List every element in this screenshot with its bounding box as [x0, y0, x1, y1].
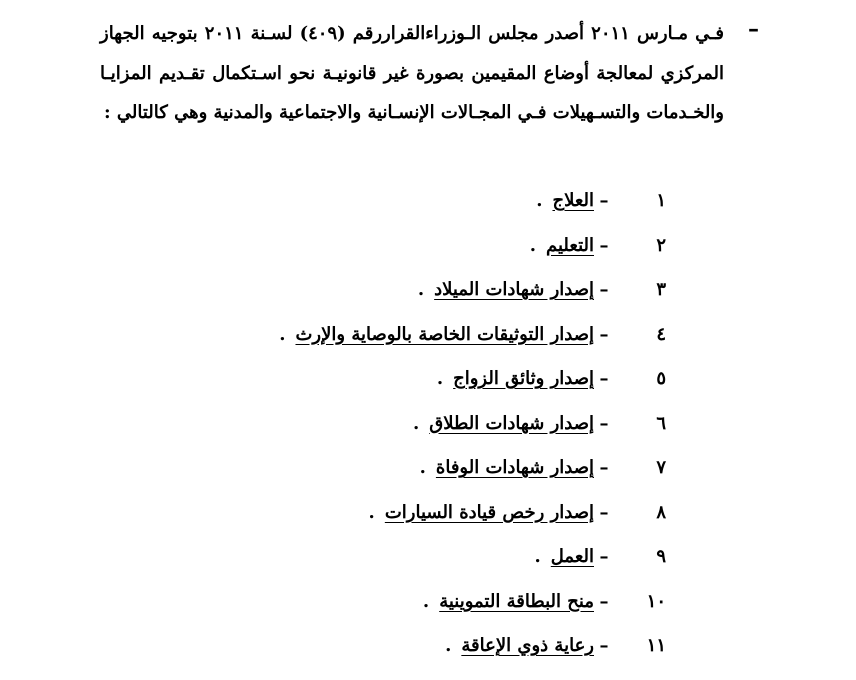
list-item-period: . [368, 501, 375, 523]
list-item-dash: – [599, 190, 609, 211]
list-item-period: . [419, 457, 426, 478]
list-item-period: . [536, 190, 543, 211]
list-item [100, 368, 666, 413]
list-item [100, 546, 666, 591]
bullet-dash: – [748, 16, 759, 42]
list-item-dash: – [599, 501, 609, 523]
list-item-dash: – [599, 234, 609, 256]
list-item [100, 591, 666, 636]
list-item-text: إصدار شهادات الطلاق [429, 412, 594, 434]
list-item-period: . [445, 635, 452, 656]
list-item-number: ١ [656, 190, 666, 211]
list-item-number: ٢ [656, 234, 666, 256]
list-item-period: . [529, 234, 537, 256]
list-item-text: منح البطاقة التموينية [439, 590, 594, 612]
list-item-text: رعاية ذوي الإعاقة [461, 635, 594, 656]
list-item-text: إصدار شهادات الميلاد [434, 279, 594, 300]
list-item [100, 279, 666, 324]
list-item-number: ٣ [656, 279, 666, 300]
list-item-period: . [422, 590, 430, 612]
list-item-dash: – [599, 368, 609, 389]
list-item-period: . [412, 412, 420, 434]
list-item-period: . [417, 279, 425, 300]
list-item [100, 190, 666, 235]
list-item [100, 502, 666, 547]
list-item-text: إصدار رخص قيادة السيارات [384, 501, 594, 523]
list-item-number: ٦ [656, 412, 666, 434]
list-item [100, 324, 666, 369]
list-item-number: ٧ [656, 457, 666, 478]
list-item-period: . [279, 323, 286, 345]
list-item-dash: – [599, 457, 609, 478]
list-item-text: العمل [550, 546, 594, 567]
list-item-dash: – [599, 279, 609, 300]
services-list [100, 190, 666, 680]
list-item-dash: – [599, 590, 609, 612]
list-item-number: ٤ [656, 323, 666, 345]
list-item-dash: – [599, 412, 609, 434]
list-item-text: التعليم [546, 234, 594, 256]
list-item-number: ١١ [646, 635, 666, 656]
list-item-dash: – [599, 546, 609, 567]
list-item-text: إصدار التوثيقات الخاصة بالوصاية والإرث [295, 323, 594, 345]
list-item-number: ٥ [656, 368, 666, 389]
list-item-dash: – [599, 635, 609, 656]
list-item-number: ٩ [656, 546, 666, 567]
list-item-dash: – [599, 323, 609, 345]
list-item [100, 413, 666, 458]
list-item-number: ٨ [656, 501, 666, 523]
list-item-period: . [534, 546, 541, 567]
list-item [100, 235, 666, 280]
list-item-period: . [436, 368, 444, 389]
list-item [100, 457, 666, 502]
intro-paragraph: فـي مـارس ٢٠١١ أصدر مجلس الـوزراءالقراررقم (٤٠٩) لسـنة ٢٠١١ بتوجيه الجهاز المركزي لمعالجة أوضاع المقيمين بصورة غير قانونيـة نحو اسـتكمال تقـديم المزايـا والخـدمات والتسـهيلات فـي المجـالات الإنسـانية والاجتماعية والمدنية وهي كالتالي : [100, 23, 725, 123]
list-item-text: إصدار شهادات الوفاة [435, 457, 594, 478]
list-item-text: إصدار وثائق الزواج [453, 368, 594, 389]
list-item-number: ١٠ [646, 590, 666, 612]
list-item-text: العلاج [552, 190, 594, 211]
